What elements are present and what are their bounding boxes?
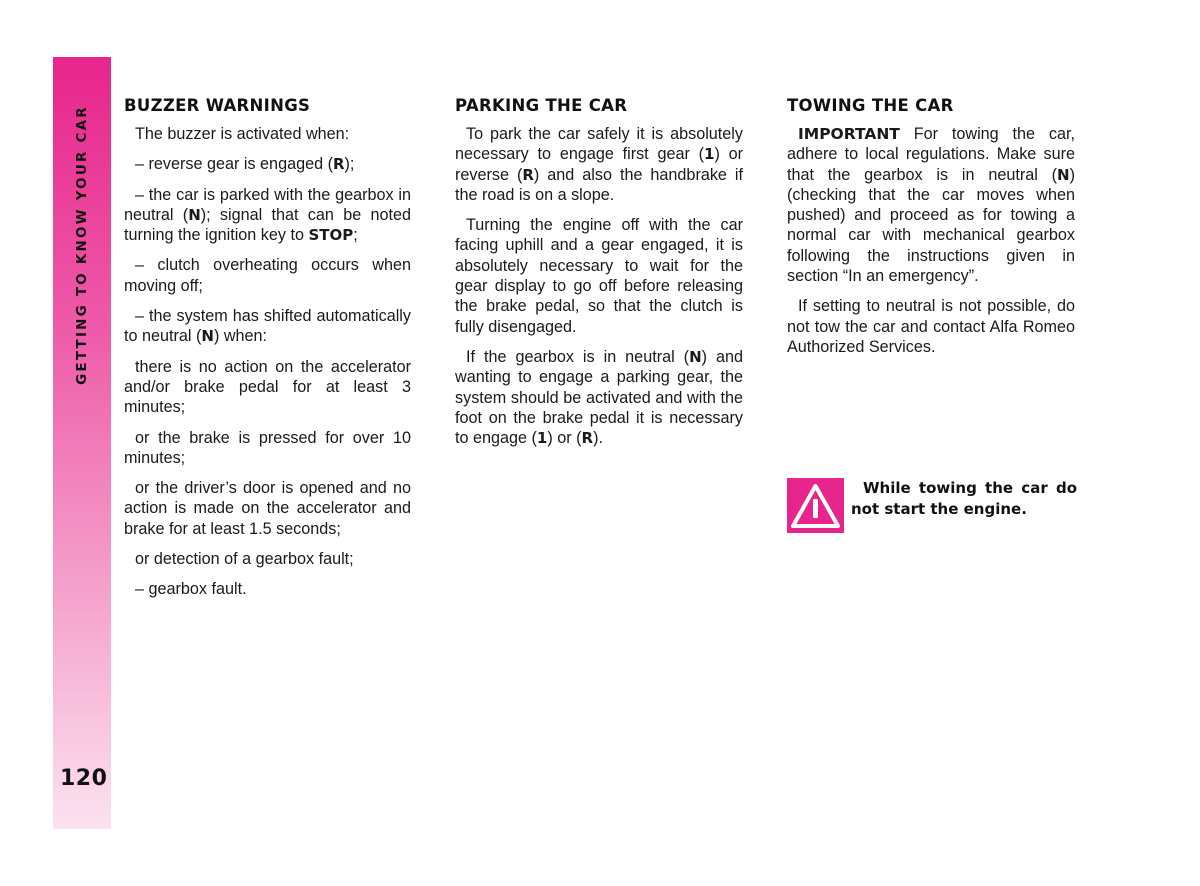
gear-code: N bbox=[1057, 165, 1070, 184]
gear-code: 1 bbox=[536, 429, 548, 448]
paragraph: If setting to neutral is not possible, do not tow the car and contact Alfa Romeo Authorized Services. bbox=[787, 297, 1075, 356]
paragraph: there is no action on the accelerator and/or brake pedal for at least 3 minutes; bbox=[124, 357, 411, 417]
paragraph: – the car is parked with the gearbox in neutral (N); signal that can be noted turning the ignition key to STOP; bbox=[124, 185, 411, 245]
gear-code: R bbox=[332, 155, 345, 174]
section-towing-the-car bbox=[787, 96, 1075, 367]
paragraph: – clutch overheating occurs when moving off; bbox=[124, 256, 411, 295]
section-heading: BUZZER WARNINGS bbox=[124, 96, 311, 115]
paragraph: or the brake is pressed for over 10 minutes; bbox=[124, 428, 411, 467]
gear-code: N bbox=[188, 205, 201, 224]
paragraph: – reverse gear is engaged (R); bbox=[135, 155, 355, 174]
paragraph: – gearbox fault. bbox=[135, 580, 247, 599]
warning-callout bbox=[787, 478, 1077, 519]
paragraph: or the driver’s door is opened and no action is made on the accelerator and brake for at least 1.5 seconds; bbox=[124, 479, 411, 538]
gear-code: R bbox=[581, 429, 594, 448]
paragraph: – the system has shifted automatically to neutral (N) when: bbox=[124, 307, 411, 346]
section-heading: PARKING THE CAR bbox=[455, 96, 628, 115]
paragraph: IMPORTANT For towing the car, adhere to local regulations. Make sure that the gearbox is in neutral (N) (checking that the car moves when pushed) and proceed as for towing a normal car with mechanical gearbox following the instructions given in section “In an emergency”. bbox=[787, 125, 1075, 286]
section-heading: TOWING THE CAR bbox=[787, 96, 954, 115]
warning-triangle-icon bbox=[787, 478, 844, 533]
section-buzzer-warnings bbox=[124, 96, 411, 610]
key-position-code: STOP bbox=[308, 226, 354, 245]
warning-text: While towing the car do not start the engine. bbox=[851, 479, 1077, 518]
paragraph: The buzzer is activated when: bbox=[135, 125, 350, 143]
paragraph: Turning the engine off with the car facing uphill and a gear engaged, it is absolutely necessary to wait for the gear display to go off before releasing the brake pedal, so that the clutch is fully disengaged. bbox=[455, 216, 743, 336]
gear-code: N bbox=[201, 327, 214, 346]
gear-code: N bbox=[689, 347, 702, 366]
section-parking-the-car bbox=[455, 96, 743, 458]
page-number: 120 bbox=[60, 766, 108, 791]
important-label: IMPORTANT bbox=[798, 125, 900, 143]
paragraph: To park the car safely it is absolutely necessary to engage first gear (1) or reverse (R) and also the handbrake if the road is on a slope. bbox=[455, 125, 743, 204]
paragraph: or detection of a gearbox fault; bbox=[135, 550, 354, 569]
gear-code: 1 bbox=[704, 145, 715, 164]
paragraph: If the gearbox is in neutral (N) and wanting to engage a parking gear, the system should be activated and with the foot on the brake pedal it is necessary to engage (1) or (R). bbox=[455, 347, 744, 448]
gear-code: R bbox=[522, 165, 534, 184]
chapter-title: GETTING TO KNOW YOUR CAR bbox=[74, 105, 90, 385]
